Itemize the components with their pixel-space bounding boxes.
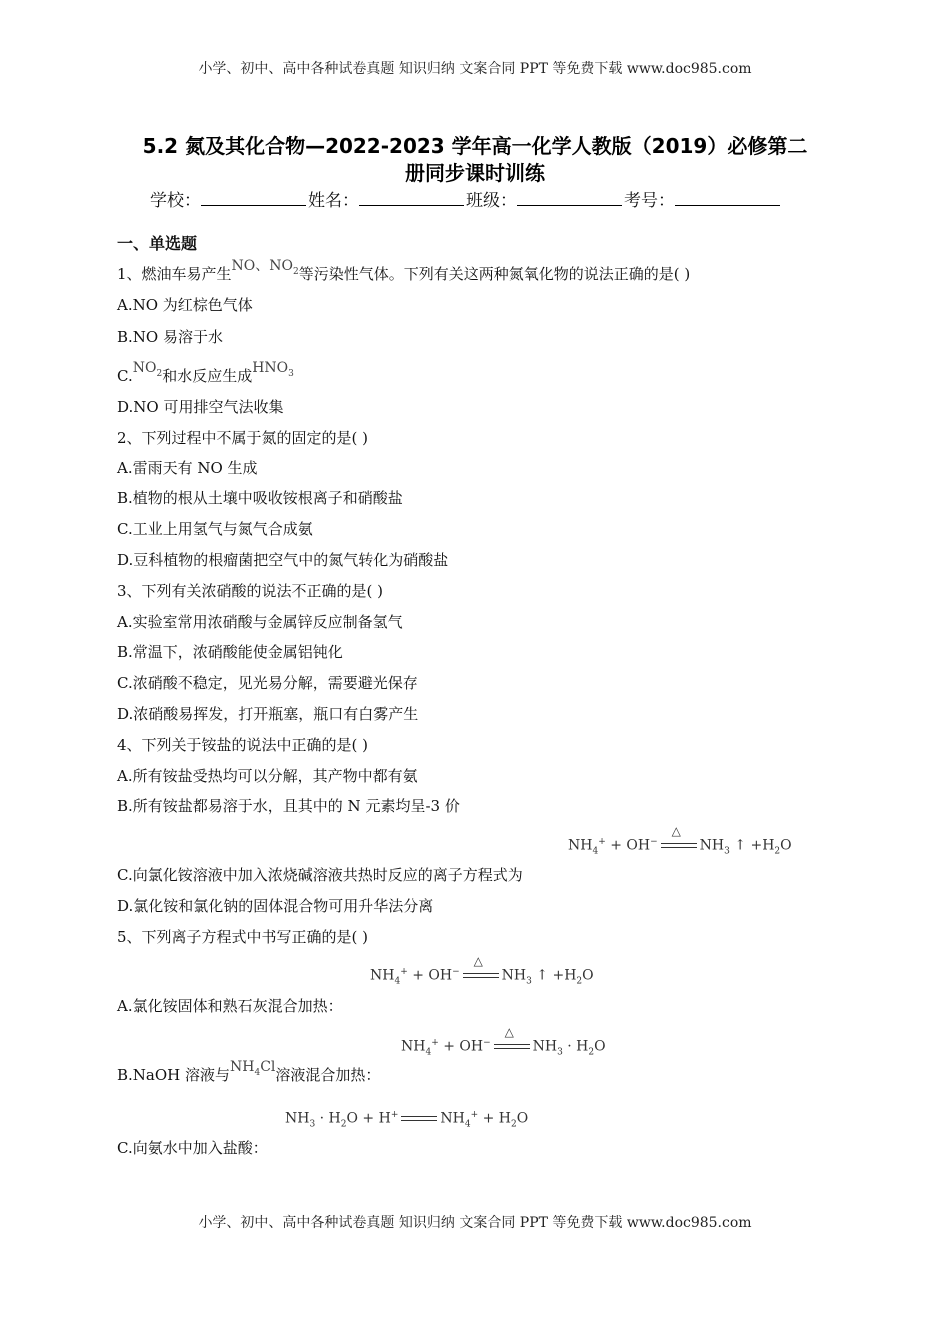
class-field[interactable] xyxy=(517,189,622,206)
q1-stem: 1、燃油车易产生NO、$NO_2$等污染性气体。下列有关这两种氮氧化物的说法正确的是( ) xyxy=(117,258,691,283)
q1-option-c: $C.NO_2$和水反应生成$HNO_3$ xyxy=(117,360,294,385)
name-label: 姓名： xyxy=(308,191,359,211)
q2-option-b: B.植物的根从土壤中吸收铵根离子和硝酸盐 xyxy=(117,489,403,507)
q3-option-d: D.浓硝酸易挥发，打开瓶塞，瓶口有白雾产生 xyxy=(117,705,419,723)
q1-c-formula1: $NO_2$ xyxy=(132,360,163,379)
q5-b-formula: $NH_4Cl$ xyxy=(230,1059,276,1078)
q4-c-equation: $NH_4^+ + OH^-$ △ $NH_3$ ↑ $+H_2O$ xyxy=(568,823,792,857)
q2-option-d: D.豆科植物的根瘤菌把空气中的氮气转化为硝酸盐 xyxy=(117,551,449,569)
number-label: 考号： xyxy=(624,191,675,211)
q1-option-a: A.NO 为红棕色气体 xyxy=(117,296,253,314)
school-label: 学校： xyxy=(150,191,201,211)
q5-a-equation: $NH_4^+ + OH^-$ △ $NH_3$ ↑ $+H_2O$ xyxy=(370,953,594,987)
number-field[interactable] xyxy=(675,189,780,206)
page-header: 小学、初中、高中各种试卷真题 知识归纳 文案合同 PPT 等免费下载 www.doc985.com xyxy=(198,61,752,77)
section-title: 一、单选题 xyxy=(117,234,198,253)
q4-option-a: A.所有铵盐受热均可以分解，其产物中都有氨 xyxy=(117,767,418,785)
q2-option-a: A.雷雨天有 NO 生成 xyxy=(117,459,258,477)
q2-option-c: C.工业上用氢气与氮气合成氨 xyxy=(117,520,313,538)
page-footer: 小学、初中、高中各种试卷真题 知识归纳 文案合同 PPT 等免费下载 www.doc985.com xyxy=(198,1215,752,1231)
q1-c-formula2: $HNO_3$ xyxy=(252,360,294,379)
name-field[interactable] xyxy=(359,189,464,206)
q3-option-b: B.常温下，浓硝酸能使金属铝钝化 xyxy=(117,643,343,661)
equals-arrow-icon xyxy=(401,1115,437,1123)
heat-arrow-icon: △ xyxy=(463,972,499,980)
school-field[interactable] xyxy=(201,189,306,206)
q4-option-d: D.氯化铵和氯化钠的固体混合物可用升华法分离 xyxy=(117,897,434,915)
q5-option-a: A.氯化铵固体和熟石灰混合加热： xyxy=(117,997,343,1015)
q1-formula: NO、$NO_2$ xyxy=(231,258,299,277)
document-title-line2: 册同步课时训练 xyxy=(405,161,545,185)
q5-option-c: C.向氨水中加入盐酸： xyxy=(117,1139,268,1157)
q3-option-c: C.浓硝酸不稳定，见光易分解，需要避光保存 xyxy=(117,674,418,692)
document-title-line1: 5.2 氮及其化合物—2022-2023 学年高一化学人教版（2019）必修第二 xyxy=(142,134,808,158)
q5-c-equation: $NH_3 \cdot H_2O + H^+$ $NH_4^+ + H_2O$ xyxy=(285,1110,529,1130)
student-info-row xyxy=(150,186,782,211)
q1-option-d: D.NO 可用排空气法收集 xyxy=(117,398,284,416)
q5-option-b: B.NaOH 溶液与$NH_4Cl$溶液混合加热： xyxy=(117,1059,381,1084)
q5-stem: 5、下列离子方程式中书写正确的是( ) xyxy=(117,928,369,946)
q3-option-a: A.实验室常用浓硝酸与金属锌反应制备氢气 xyxy=(117,613,403,631)
q4-option-b: B.所有铵盐都易溶于水，且其中的 N 元素均呈-3 价 xyxy=(117,797,460,815)
q2-stem: 2、下列过程中不属于氮的固定的是( ) xyxy=(117,429,369,447)
heat-arrow-icon: △ xyxy=(661,842,697,850)
q3-stem: 3、下列有关浓硝酸的说法不正确的是( ) xyxy=(117,582,384,600)
heat-arrow-icon: △ xyxy=(494,1043,530,1051)
q5-b-equation: $NH_4^+ + OH^-$ △ $NH_3 \cdot H_2O$ xyxy=(401,1024,606,1058)
q1-option-b: B.NO 易溶于水 xyxy=(117,328,223,346)
q4-stem: 4、下列关于铵盐的说法中正确的是( ) xyxy=(117,736,369,754)
q4-option-c: C.向氯化铵溶液中加入浓烧碱溶液共热时反应的离子方程式为 xyxy=(117,866,523,884)
class-label: 班级： xyxy=(466,191,517,211)
